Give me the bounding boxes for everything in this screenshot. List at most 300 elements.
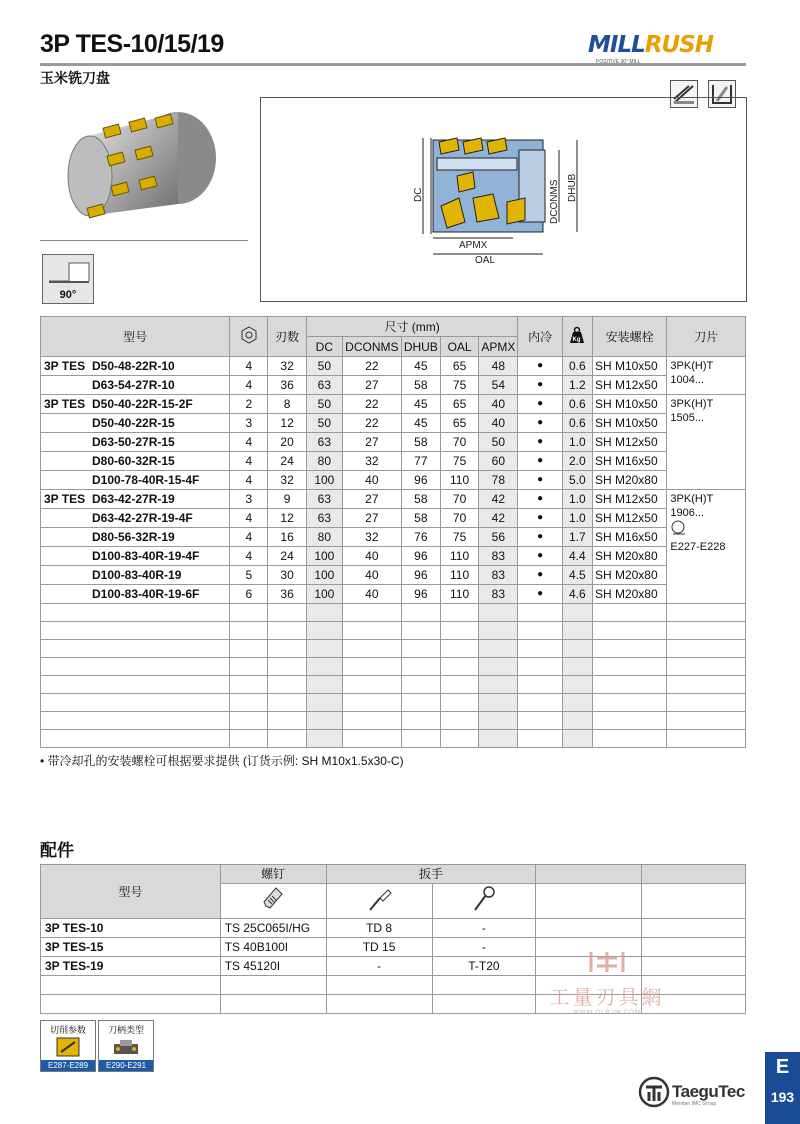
empty-cell — [667, 622, 746, 640]
model-code: D50-40-22R-15 — [92, 416, 175, 430]
insert-code: 3PK(H)T 1505... — [670, 398, 714, 424]
teeth-cell: 9 — [268, 490, 306, 509]
empty-cell — [479, 676, 518, 694]
weight-cell: 4.4 — [562, 547, 592, 566]
acc-empty-cell — [432, 995, 536, 1014]
oal-cell: 75 — [440, 528, 478, 547]
logo-tagline: Member IMC Group — [672, 1101, 717, 1107]
empty-cell — [562, 640, 592, 658]
page-title: 3P TES-10/15/19 — [40, 30, 224, 58]
model-code: D63-42-27R-19-4F — [92, 511, 193, 525]
insert-icon — [670, 520, 688, 536]
teeth-cell: 20 — [268, 433, 306, 452]
empty-row — [41, 604, 746, 622]
dconms-cell: 27 — [342, 509, 401, 528]
dhub-cell: 58 — [401, 490, 440, 509]
empty-cell — [230, 640, 268, 658]
weight-cell: 4.6 — [562, 585, 592, 604]
oal-cell: 70 — [440, 509, 478, 528]
model-cell — [41, 471, 230, 490]
oal-cell: 65 — [440, 357, 478, 376]
empty-cell — [401, 622, 440, 640]
empty-cell — [592, 676, 666, 694]
apmx-cell: 54 — [479, 376, 518, 395]
col-coolant: 内冷 — [518, 317, 562, 357]
model-code: D50-40-22R-15-2F — [92, 397, 193, 411]
dconms-cell: 40 — [342, 471, 401, 490]
model-code: D100-83-40R-19 — [92, 568, 182, 582]
bolt-cell: SH M16x50 — [592, 528, 666, 547]
apmx-cell: 83 — [479, 566, 518, 585]
weight-cell: 1.0 — [562, 433, 592, 452]
empty-cell — [479, 712, 518, 730]
dc-cell: 63 — [306, 490, 342, 509]
dc-cell: 100 — [306, 547, 342, 566]
teeth-cell: 36 — [268, 585, 306, 604]
teeth-cell: 16 — [268, 528, 306, 547]
table-row — [41, 566, 746, 585]
empty-cell — [479, 640, 518, 658]
dimension-diagram — [261, 98, 746, 301]
table-row — [41, 395, 746, 414]
dhub-cell: 58 — [401, 433, 440, 452]
model-cell — [41, 566, 230, 585]
edges-cell: 6 — [230, 585, 268, 604]
acc-wrench1-cell: TD 8 — [326, 919, 432, 938]
coolant-cell: ● — [518, 490, 562, 509]
model-code: D80-60-32R-15 — [92, 454, 175, 468]
acc-screw-cell: TS 25C065I/HG — [220, 919, 326, 938]
empty-cell — [268, 640, 306, 658]
page-subtitle: 玉米铣刀盘 — [40, 70, 110, 86]
empty-cell — [342, 658, 401, 676]
acc-col-model: 型号 — [41, 865, 221, 919]
dhub-cell: 96 — [401, 547, 440, 566]
dc-cell: 80 — [306, 452, 342, 471]
shank-type-icon — [108, 1036, 144, 1058]
entering-angle-label: 90° — [59, 289, 77, 301]
empty-cell — [342, 640, 401, 658]
dconms-cell: 22 — [342, 414, 401, 433]
empty-cell — [306, 694, 342, 712]
dc-cell: 80 — [306, 528, 342, 547]
empty-cell — [401, 730, 440, 748]
col-bolt: 安装螺栓 — [592, 317, 666, 357]
screwdriver-icon-cell — [326, 884, 432, 919]
t-wrench-icon — [469, 884, 499, 914]
col-z-icon — [230, 317, 268, 357]
dhub-cell: 58 — [401, 376, 440, 395]
brand-tagline: POSITIVE 90° MILL — [596, 59, 641, 65]
brand-rush: RUSH — [644, 32, 713, 58]
empty-cell — [440, 730, 478, 748]
edges-cell: 5 — [230, 566, 268, 585]
model-code: D100-78-40R-15-4F — [92, 473, 200, 487]
dc-cell: 100 — [306, 585, 342, 604]
weight-cell: 0.6 — [562, 395, 592, 414]
bolt-cell: SH M12x50 — [592, 509, 666, 528]
empty-cell — [306, 676, 342, 694]
angle-shoulder-icon — [43, 255, 93, 285]
table-row — [41, 376, 746, 395]
empty-cell — [667, 658, 746, 676]
empty-row — [41, 730, 746, 748]
watermark-url: WWW.GLRJW.COM — [573, 1010, 641, 1016]
entering-angle-box — [42, 254, 94, 304]
acc-screw-cell: TS 40B100I — [220, 938, 326, 957]
dhub-cell: 45 — [401, 395, 440, 414]
dc-cell: 100 — [306, 566, 342, 585]
edges-cell: 4 — [230, 433, 268, 452]
teeth-cell: 12 — [268, 414, 306, 433]
empty-cell — [440, 676, 478, 694]
empty-cell — [268, 712, 306, 730]
model-cell — [41, 357, 230, 376]
bolt-cell: SH M12x50 — [592, 376, 666, 395]
edges-cell: 4 — [230, 376, 268, 395]
edges-cell: 4 — [230, 452, 268, 471]
empty-cell — [592, 730, 666, 748]
bolt-cell: SH M20x80 — [592, 547, 666, 566]
coolant-cell: ● — [518, 414, 562, 433]
empty-cell — [230, 694, 268, 712]
dhub-cell: 77 — [401, 452, 440, 471]
acc-col-empty2 — [642, 865, 746, 884]
dconms-cell: 27 — [342, 376, 401, 395]
table-row — [41, 547, 746, 566]
watermark — [537, 948, 677, 1016]
table-row — [41, 357, 746, 376]
acc-col-wrench: 扳手 — [326, 865, 536, 884]
empty-cell — [518, 622, 562, 640]
acc-wrench2-cell: T-T20 — [432, 957, 536, 976]
weight-cell: 2.0 — [562, 452, 592, 471]
empty-cell — [41, 658, 230, 676]
apmx-cell: 83 — [479, 547, 518, 566]
empty-cell — [518, 640, 562, 658]
edges-cell: 4 — [230, 509, 268, 528]
oal-cell: 75 — [440, 376, 478, 395]
apmx-cell: 78 — [479, 471, 518, 490]
page-number: 193 — [770, 1089, 795, 1105]
screw-icon — [258, 884, 288, 914]
empty-cell — [667, 694, 746, 712]
oal-cell: 110 — [440, 471, 478, 490]
acc-wrench1-cell: - — [326, 957, 432, 976]
acc-empty-cell — [432, 976, 536, 995]
acc-empty-cell — [220, 995, 326, 1014]
empty-cell — [440, 622, 478, 640]
dhub-cell: 45 — [401, 414, 440, 433]
acc-wrench1-cell: TD 15 — [326, 938, 432, 957]
dhub-cell: 96 — [401, 566, 440, 585]
empty-cell — [230, 730, 268, 748]
dconms-cell: 40 — [342, 566, 401, 585]
empty-cell — [592, 640, 666, 658]
empty-cell — [268, 604, 306, 622]
acc-empty-cell — [536, 919, 642, 938]
product-table — [40, 316, 746, 748]
empty-cell — [562, 694, 592, 712]
bolt-cell: SH M12x50 — [592, 433, 666, 452]
insert-cell — [667, 395, 746, 490]
bolt-note: • 带冷却孔的安装螺栓可根据要求提供 (订货示例: SH M10x1.5x30-C) — [40, 754, 404, 768]
empty-cell — [306, 658, 342, 676]
ref-code: E287-E289 — [41, 1060, 95, 1071]
apmx-cell: 48 — [479, 357, 518, 376]
taegutec-logo — [638, 1076, 750, 1110]
empty-cell — [268, 694, 306, 712]
acc-screw-cell: TS 45120I — [220, 957, 326, 976]
dimension-diagram-frame — [260, 97, 747, 302]
empty-cell — [268, 730, 306, 748]
acc-empty-cell — [220, 976, 326, 995]
model-prefix: 3P TES — [44, 492, 86, 506]
coolant-cell: ● — [518, 547, 562, 566]
empty-cell — [518, 730, 562, 748]
teeth-cell: 32 — [268, 471, 306, 490]
dhub-cell: 96 — [401, 585, 440, 604]
empty-cell — [306, 604, 342, 622]
acc-empty-cell — [41, 995, 221, 1014]
col-teeth: 刃数 — [268, 317, 306, 357]
dconms-cell: 32 — [342, 528, 401, 547]
empty-cell — [667, 676, 746, 694]
col-insert: 刀片 — [667, 317, 746, 357]
empty-cell — [440, 712, 478, 730]
empty-cell — [41, 694, 230, 712]
dconms-cell: 22 — [342, 357, 401, 376]
dc-label: DC — [413, 187, 424, 202]
oal-cell: 75 — [440, 452, 478, 471]
model-cell — [41, 376, 230, 395]
insert-code: 3PK(H)T 1906... — [670, 493, 714, 519]
model-prefix: 3P TES — [44, 397, 86, 411]
empty-cell — [667, 640, 746, 658]
teeth-cell: 24 — [268, 547, 306, 566]
empty-cell — [440, 694, 478, 712]
col-oal: OAL — [440, 337, 478, 357]
edges-cell: 4 — [230, 528, 268, 547]
watermark-text: 工量刃具網 — [549, 987, 665, 1009]
model-cell — [41, 528, 230, 547]
oal-cell: 65 — [440, 395, 478, 414]
dhub-label: DHUB — [567, 173, 578, 202]
oal-cell: 70 — [440, 433, 478, 452]
model-code: D63-42-27R-19 — [92, 492, 175, 506]
empty-cell — [41, 730, 230, 748]
cutting-data-icon — [53, 1036, 83, 1058]
empty-cell — [518, 676, 562, 694]
cutter-photo — [58, 96, 228, 234]
empty-cell — [479, 694, 518, 712]
empty-cell — [592, 658, 666, 676]
insert-cell — [667, 490, 746, 604]
edges-cell: 2 — [230, 395, 268, 414]
empty-row — [41, 658, 746, 676]
empty-cell — [306, 712, 342, 730]
taegutec-emblem-icon — [638, 1076, 670, 1108]
empty-cell — [401, 604, 440, 622]
model-cell — [41, 395, 230, 414]
model-cell — [41, 433, 230, 452]
dc-cell: 50 — [306, 395, 342, 414]
table-row — [41, 509, 746, 528]
empty-cell — [401, 658, 440, 676]
weight-cell: 0.6 — [562, 414, 592, 433]
dconms-cell: 27 — [342, 490, 401, 509]
empty-cell — [518, 658, 562, 676]
empty-cell — [41, 622, 230, 640]
dc-cell: 50 — [306, 357, 342, 376]
empty-cell — [562, 604, 592, 622]
empty-cell — [342, 694, 401, 712]
teeth-cell: 30 — [268, 566, 306, 585]
cutting-data-ref[interactable] — [40, 1020, 96, 1072]
section-letter: E — [775, 1056, 790, 1078]
empty-cell — [41, 640, 230, 658]
table-row — [41, 414, 746, 433]
dc-cell: 63 — [306, 509, 342, 528]
acc-wrench2-cell: - — [432, 938, 536, 957]
edges-cell: 4 — [230, 357, 268, 376]
oal-cell: 65 — [440, 414, 478, 433]
empty-cell — [592, 622, 666, 640]
acc-empty-cell — [41, 976, 221, 995]
empty-cell — [230, 712, 268, 730]
model-cell — [41, 585, 230, 604]
empty-cell — [562, 676, 592, 694]
section-tab — [765, 1052, 800, 1124]
t-wrench-icon-cell — [432, 884, 536, 919]
oal-cell: 110 — [440, 585, 478, 604]
empty-cell — [562, 730, 592, 748]
acc-model-cell: 3P TES-19 — [41, 957, 221, 976]
empty-cell — [479, 622, 518, 640]
acc-model-cell: 3P TES-15 — [41, 938, 221, 957]
model-cell — [41, 547, 230, 566]
empty-cell — [667, 730, 746, 748]
empty-cell — [342, 730, 401, 748]
model-cell — [41, 452, 230, 471]
col-model: 型号 — [41, 317, 230, 357]
col-dhub: DHUB — [401, 337, 440, 357]
empty-cell — [268, 658, 306, 676]
empty-cell — [667, 604, 746, 622]
oal-cell: 110 — [440, 547, 478, 566]
photo-divider — [40, 240, 248, 241]
dconms-cell: 40 — [342, 585, 401, 604]
empty-cell — [306, 640, 342, 658]
empty-cell — [479, 730, 518, 748]
model-prefix: 3P TES — [44, 359, 86, 373]
col-dc: DC — [306, 337, 342, 357]
acc-col-screw: 螺钉 — [220, 865, 326, 884]
accessory-row — [41, 919, 746, 938]
dconms-cell: 40 — [342, 547, 401, 566]
model-code: D100-83-40R-19-4F — [92, 549, 200, 563]
acc-empty-cell — [536, 884, 642, 919]
weight-cell: 1.0 — [562, 490, 592, 509]
weight-cell: 4.5 — [562, 566, 592, 585]
empty-cell — [440, 604, 478, 622]
bolt-cell: SH M10x50 — [592, 395, 666, 414]
table-row — [41, 433, 746, 452]
acc-col-empty1 — [536, 865, 642, 884]
edges-cell: 3 — [230, 490, 268, 509]
acc-empty-cell — [642, 884, 746, 919]
millrush-logo — [588, 32, 748, 64]
cutting-edges-icon — [240, 326, 258, 344]
table-row — [41, 452, 746, 471]
empty-row — [41, 676, 746, 694]
apmx-cell: 50 — [479, 433, 518, 452]
apmx-cell: 56 — [479, 528, 518, 547]
empty-cell — [401, 712, 440, 730]
apmx-cell: 60 — [479, 452, 518, 471]
model-code: D63-50-27R-15 — [92, 435, 175, 449]
empty-cell — [268, 676, 306, 694]
col-apmx: APMX — [479, 337, 518, 357]
acc-empty-cell — [326, 995, 432, 1014]
col-dconms: DCONMS — [342, 337, 401, 357]
empty-cell — [562, 712, 592, 730]
shank-type-ref[interactable] — [98, 1020, 154, 1072]
svg-text:Kg: Kg — [572, 336, 581, 343]
weight-cell: 1.7 — [562, 528, 592, 547]
empty-cell — [592, 694, 666, 712]
ref-label: 切削参数 — [49, 1025, 86, 1035]
dhub-cell: 58 — [401, 509, 440, 528]
ref-label: 刀柄类型 — [107, 1025, 144, 1035]
empty-row — [41, 712, 746, 730]
empty-cell — [401, 640, 440, 658]
empty-cell — [41, 604, 230, 622]
apmx-cell: 42 — [479, 509, 518, 528]
acc-empty-cell — [642, 919, 746, 938]
empty-cell — [342, 676, 401, 694]
dhub-cell: 96 — [401, 471, 440, 490]
dconms-cell: 22 — [342, 395, 401, 414]
empty-row — [41, 640, 746, 658]
dconms-cell: 27 — [342, 433, 401, 452]
empty-cell — [479, 604, 518, 622]
bolt-cell: SH M10x50 — [592, 414, 666, 433]
model-code: D80-56-32R-19 — [92, 530, 175, 544]
teeth-cell: 36 — [268, 376, 306, 395]
coolant-cell: ● — [518, 376, 562, 395]
edges-cell: 4 — [230, 547, 268, 566]
coolant-cell: ● — [518, 452, 562, 471]
logo-text: TaeguTec — [672, 1082, 745, 1101]
weight-cell: 1.2 — [562, 376, 592, 395]
oal-cell: 70 — [440, 490, 478, 509]
insert-cell — [667, 357, 746, 395]
model-code: D63-54-27R-10 — [92, 378, 175, 392]
dconms-label: DCONMS — [549, 179, 560, 224]
empty-cell — [440, 658, 478, 676]
teeth-cell: 32 — [268, 357, 306, 376]
bolt-cell: SH M20x80 — [592, 566, 666, 585]
col-weight — [562, 317, 592, 357]
dhub-cell: 76 — [401, 528, 440, 547]
empty-row — [41, 694, 746, 712]
dhub-cell: 45 — [401, 357, 440, 376]
apmx-cell: 83 — [479, 585, 518, 604]
empty-cell — [268, 622, 306, 640]
empty-cell — [592, 604, 666, 622]
empty-cell — [592, 712, 666, 730]
